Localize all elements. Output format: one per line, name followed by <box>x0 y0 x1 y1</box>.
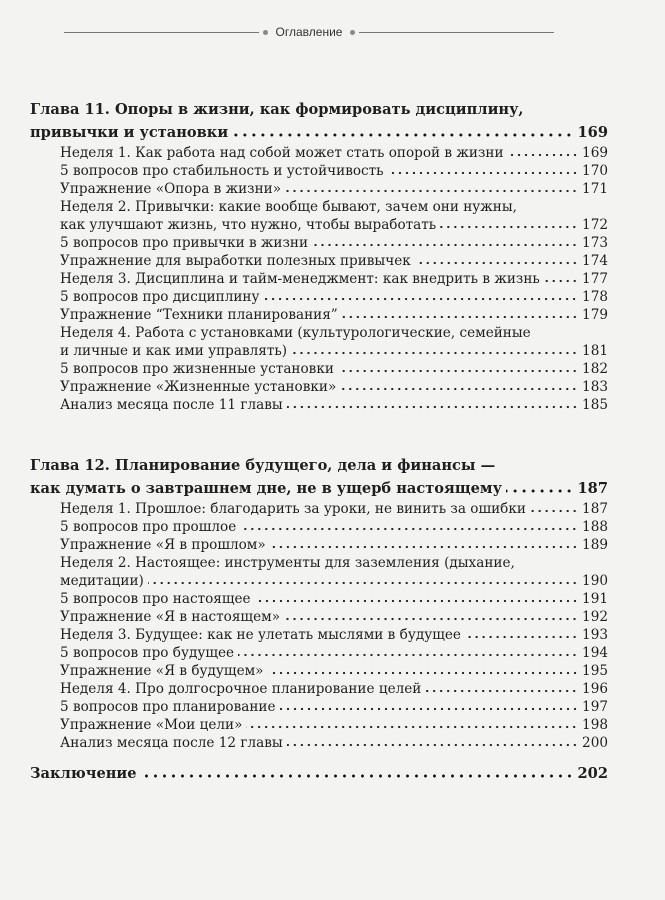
toc-line <box>30 324 608 342</box>
toc-text: привычки и установки <box>30 124 229 141</box>
toc-text: Неделя 3. Будущее: как не улетать мыслями в будущее <box>60 627 461 643</box>
toc-entry <box>30 324 608 360</box>
page-number: 170 <box>582 163 608 179</box>
toc-entry <box>30 306 608 324</box>
toc-line <box>30 306 608 324</box>
dot-leader <box>287 405 578 409</box>
dot-leader <box>280 707 579 711</box>
toc-line <box>30 454 608 477</box>
page-number: 198 <box>582 717 608 733</box>
toc-chapter-12 <box>30 454 608 752</box>
dot-leader <box>255 599 578 603</box>
dot-leader <box>238 653 578 657</box>
dot-leader <box>148 581 578 585</box>
dot-leader <box>388 171 578 175</box>
dot-leader <box>268 671 579 675</box>
toc-text: Заключение <box>30 765 137 782</box>
toc-line <box>30 234 608 252</box>
page-number: 178 <box>582 289 608 305</box>
toc-entry <box>30 644 608 662</box>
toc-text: Упражнение «Я в настоящем» <box>60 609 281 625</box>
toc-text: 5 вопросов про дисциплину <box>60 289 260 305</box>
toc-line <box>30 536 608 554</box>
toc-line <box>30 270 608 288</box>
page-number: 183 <box>582 379 608 395</box>
toc-text: Неделя 4. Про долгосрочное планирование целей <box>60 681 422 697</box>
toc-entry <box>30 234 608 252</box>
dot-leader <box>232 133 573 137</box>
dot-leader <box>544 279 578 283</box>
toc-line <box>30 252 608 270</box>
toc-text: 5 вопросов про настоящее <box>60 591 251 607</box>
toc-line <box>30 198 608 216</box>
toc-text: как улучшают жизнь, что нужно, чтобы выработать <box>60 217 437 233</box>
toc-text: Глава 11. Опоры в жизни, как формировать дисциплину, <box>30 101 524 118</box>
toc-line <box>30 144 608 162</box>
dot-leader <box>141 774 574 778</box>
toc-entry <box>30 378 608 396</box>
chapter-heading <box>30 762 608 785</box>
dot-leader <box>425 689 578 693</box>
toc-entry <box>30 270 608 288</box>
toc-entry <box>30 662 608 680</box>
toc-text: Упражнение для выработки полезных привычек <box>60 253 411 269</box>
toc-line <box>30 180 608 198</box>
page-number: 169 <box>582 145 608 161</box>
toc-entry <box>30 716 608 734</box>
toc-text: Упражнение «Опора в жизни» <box>60 181 282 197</box>
page-number: 182 <box>582 361 608 377</box>
toc-entry <box>30 626 608 644</box>
toc-text: 5 вопросов про прошлое <box>60 519 237 535</box>
toc-text: Анализ месяца после 11 главы <box>60 397 283 413</box>
chapter-heading <box>30 98 608 144</box>
page-number: 177 <box>582 271 608 287</box>
toc-line <box>30 662 608 680</box>
dot-leader <box>246 725 578 729</box>
toc-line <box>30 216 608 234</box>
dot-leader <box>508 153 579 157</box>
toc-text: 5 вопросов про будущее <box>60 645 235 661</box>
toc-line <box>30 360 608 378</box>
page-number: 192 <box>582 609 608 625</box>
toc-text: 5 вопросов про привычки в жизни <box>60 235 309 251</box>
toc-text: Глава 12. Планирование будущего, дела и финансы — <box>30 457 496 474</box>
dot-leader <box>287 743 578 747</box>
dot-leader <box>342 315 578 319</box>
toc-entry <box>30 680 608 698</box>
page-number: 171 <box>582 181 608 197</box>
toc-entry <box>30 288 608 306</box>
toc-line <box>30 342 608 360</box>
page-number: 169 <box>577 124 608 141</box>
toc-line <box>30 396 608 414</box>
dot-leader <box>415 261 578 265</box>
dot-leader <box>506 489 574 493</box>
dot-leader <box>270 545 578 549</box>
toc-text: как думать о завтрашнем дне, не в ущерб настоящему <box>30 480 502 497</box>
toc-conclusion <box>30 762 608 785</box>
toc-entry <box>30 252 608 270</box>
page-number: 194 <box>582 645 608 661</box>
toc-text: Упражнение “Техники планирования” <box>60 307 338 323</box>
toc-line <box>30 500 608 518</box>
toc-line <box>30 121 608 144</box>
toc-entry <box>30 536 608 554</box>
toc-entry <box>30 500 608 518</box>
header-title: Оглавление <box>275 25 343 39</box>
toc-entry <box>30 590 608 608</box>
dot-leader <box>530 509 578 513</box>
toc-text: Неделя 1. Прошлое: благодарить за уроки, не винить за ошибки <box>60 501 526 517</box>
dot-leader <box>291 351 578 355</box>
page-number: 179 <box>582 307 608 323</box>
toc-text: и личные и как ими управлять) <box>60 343 288 359</box>
toc-line <box>30 572 608 590</box>
header-ornament-dot <box>350 30 355 35</box>
page-number: 188 <box>582 519 608 535</box>
toc-text: Неделя 1. Как работа над собой может стать опорой в жизни <box>60 145 504 161</box>
toc-line <box>30 716 608 734</box>
toc-text: Упражнение «Я в будущем» <box>60 663 264 679</box>
toc-entry <box>30 734 608 752</box>
dot-leader <box>263 297 578 301</box>
page-number: 200 <box>582 735 608 751</box>
toc-entry <box>30 180 608 198</box>
toc-text: Упражнение «Я в прошлом» <box>60 537 266 553</box>
toc-line <box>30 162 608 180</box>
toc-line <box>30 518 608 536</box>
toc-entry <box>30 554 608 590</box>
dot-leader <box>312 243 578 247</box>
toc-line <box>30 644 608 662</box>
page-number: 189 <box>582 537 608 553</box>
chapter-heading <box>30 454 608 500</box>
page-number: 187 <box>577 480 608 497</box>
header-ornament-dot <box>263 30 268 35</box>
page-number: 196 <box>582 681 608 697</box>
toc-line <box>30 762 608 785</box>
toc-entry <box>30 360 608 378</box>
page-number: 202 <box>577 765 608 782</box>
dot-leader <box>338 369 578 373</box>
toc-line <box>30 288 608 306</box>
page-number: 197 <box>582 699 608 715</box>
dot-leader <box>340 387 578 391</box>
toc-line <box>30 378 608 396</box>
toc-chapter-11 <box>30 98 608 414</box>
toc-entry <box>30 698 608 716</box>
page-number: 187 <box>582 501 608 517</box>
toc-text: 5 вопросов про планирование <box>60 699 276 715</box>
dot-leader <box>240 527 578 531</box>
page-number: 174 <box>582 253 608 269</box>
toc-text: медитации) <box>60 573 144 589</box>
toc-text: Неделя 2. Настоящее: инструменты для заземления (дыхание, <box>60 555 515 571</box>
toc-text: 5 вопросов про стабильность и устойчивость <box>60 163 384 179</box>
toc-text: Неделя 4. Работа с установками (культурологические, семейные <box>60 325 531 341</box>
dot-leader <box>284 617 578 621</box>
toc-line <box>30 477 608 500</box>
dot-leader <box>465 635 578 639</box>
toc-line <box>30 626 608 644</box>
toc-line <box>30 698 608 716</box>
toc-entry <box>30 608 608 626</box>
toc-line <box>30 590 608 608</box>
toc-entry <box>30 144 608 162</box>
page-number: 185 <box>582 397 608 413</box>
toc-text: Неделя 3. Дисциплина и тайм-менеджмент: как внедрить в жизнь <box>60 271 540 287</box>
page-number: 172 <box>582 217 608 233</box>
page-number: 190 <box>582 573 608 589</box>
page-number: 191 <box>582 591 608 607</box>
toc-line <box>30 734 608 752</box>
toc-entry <box>30 396 608 414</box>
dot-leader <box>440 225 578 229</box>
toc-entry <box>30 518 608 536</box>
header-rule-right <box>359 32 554 33</box>
dot-leader <box>285 189 578 193</box>
page-number: 195 <box>582 663 608 679</box>
toc-line <box>30 608 608 626</box>
toc-text: Упражнение «Мои цели» <box>60 717 243 733</box>
running-header <box>64 22 554 42</box>
toc-entry <box>30 198 608 234</box>
toc-entry <box>30 162 608 180</box>
page-number: 181 <box>582 343 608 359</box>
toc-line <box>30 98 608 121</box>
toc-line <box>30 554 608 572</box>
toc-line <box>30 680 608 698</box>
page-number: 173 <box>582 235 608 251</box>
toc-text: Упражнение «Жизненные установки» <box>60 379 337 395</box>
page-number: 193 <box>582 627 608 643</box>
header-rule-left <box>64 32 259 33</box>
toc-text: Анализ месяца после 12 главы <box>60 735 283 751</box>
toc-text: Неделя 2. Привычки: какие вообще бывают, зачем они нужны, <box>60 199 517 215</box>
toc-text: 5 вопросов про жизненные установки <box>60 361 334 377</box>
